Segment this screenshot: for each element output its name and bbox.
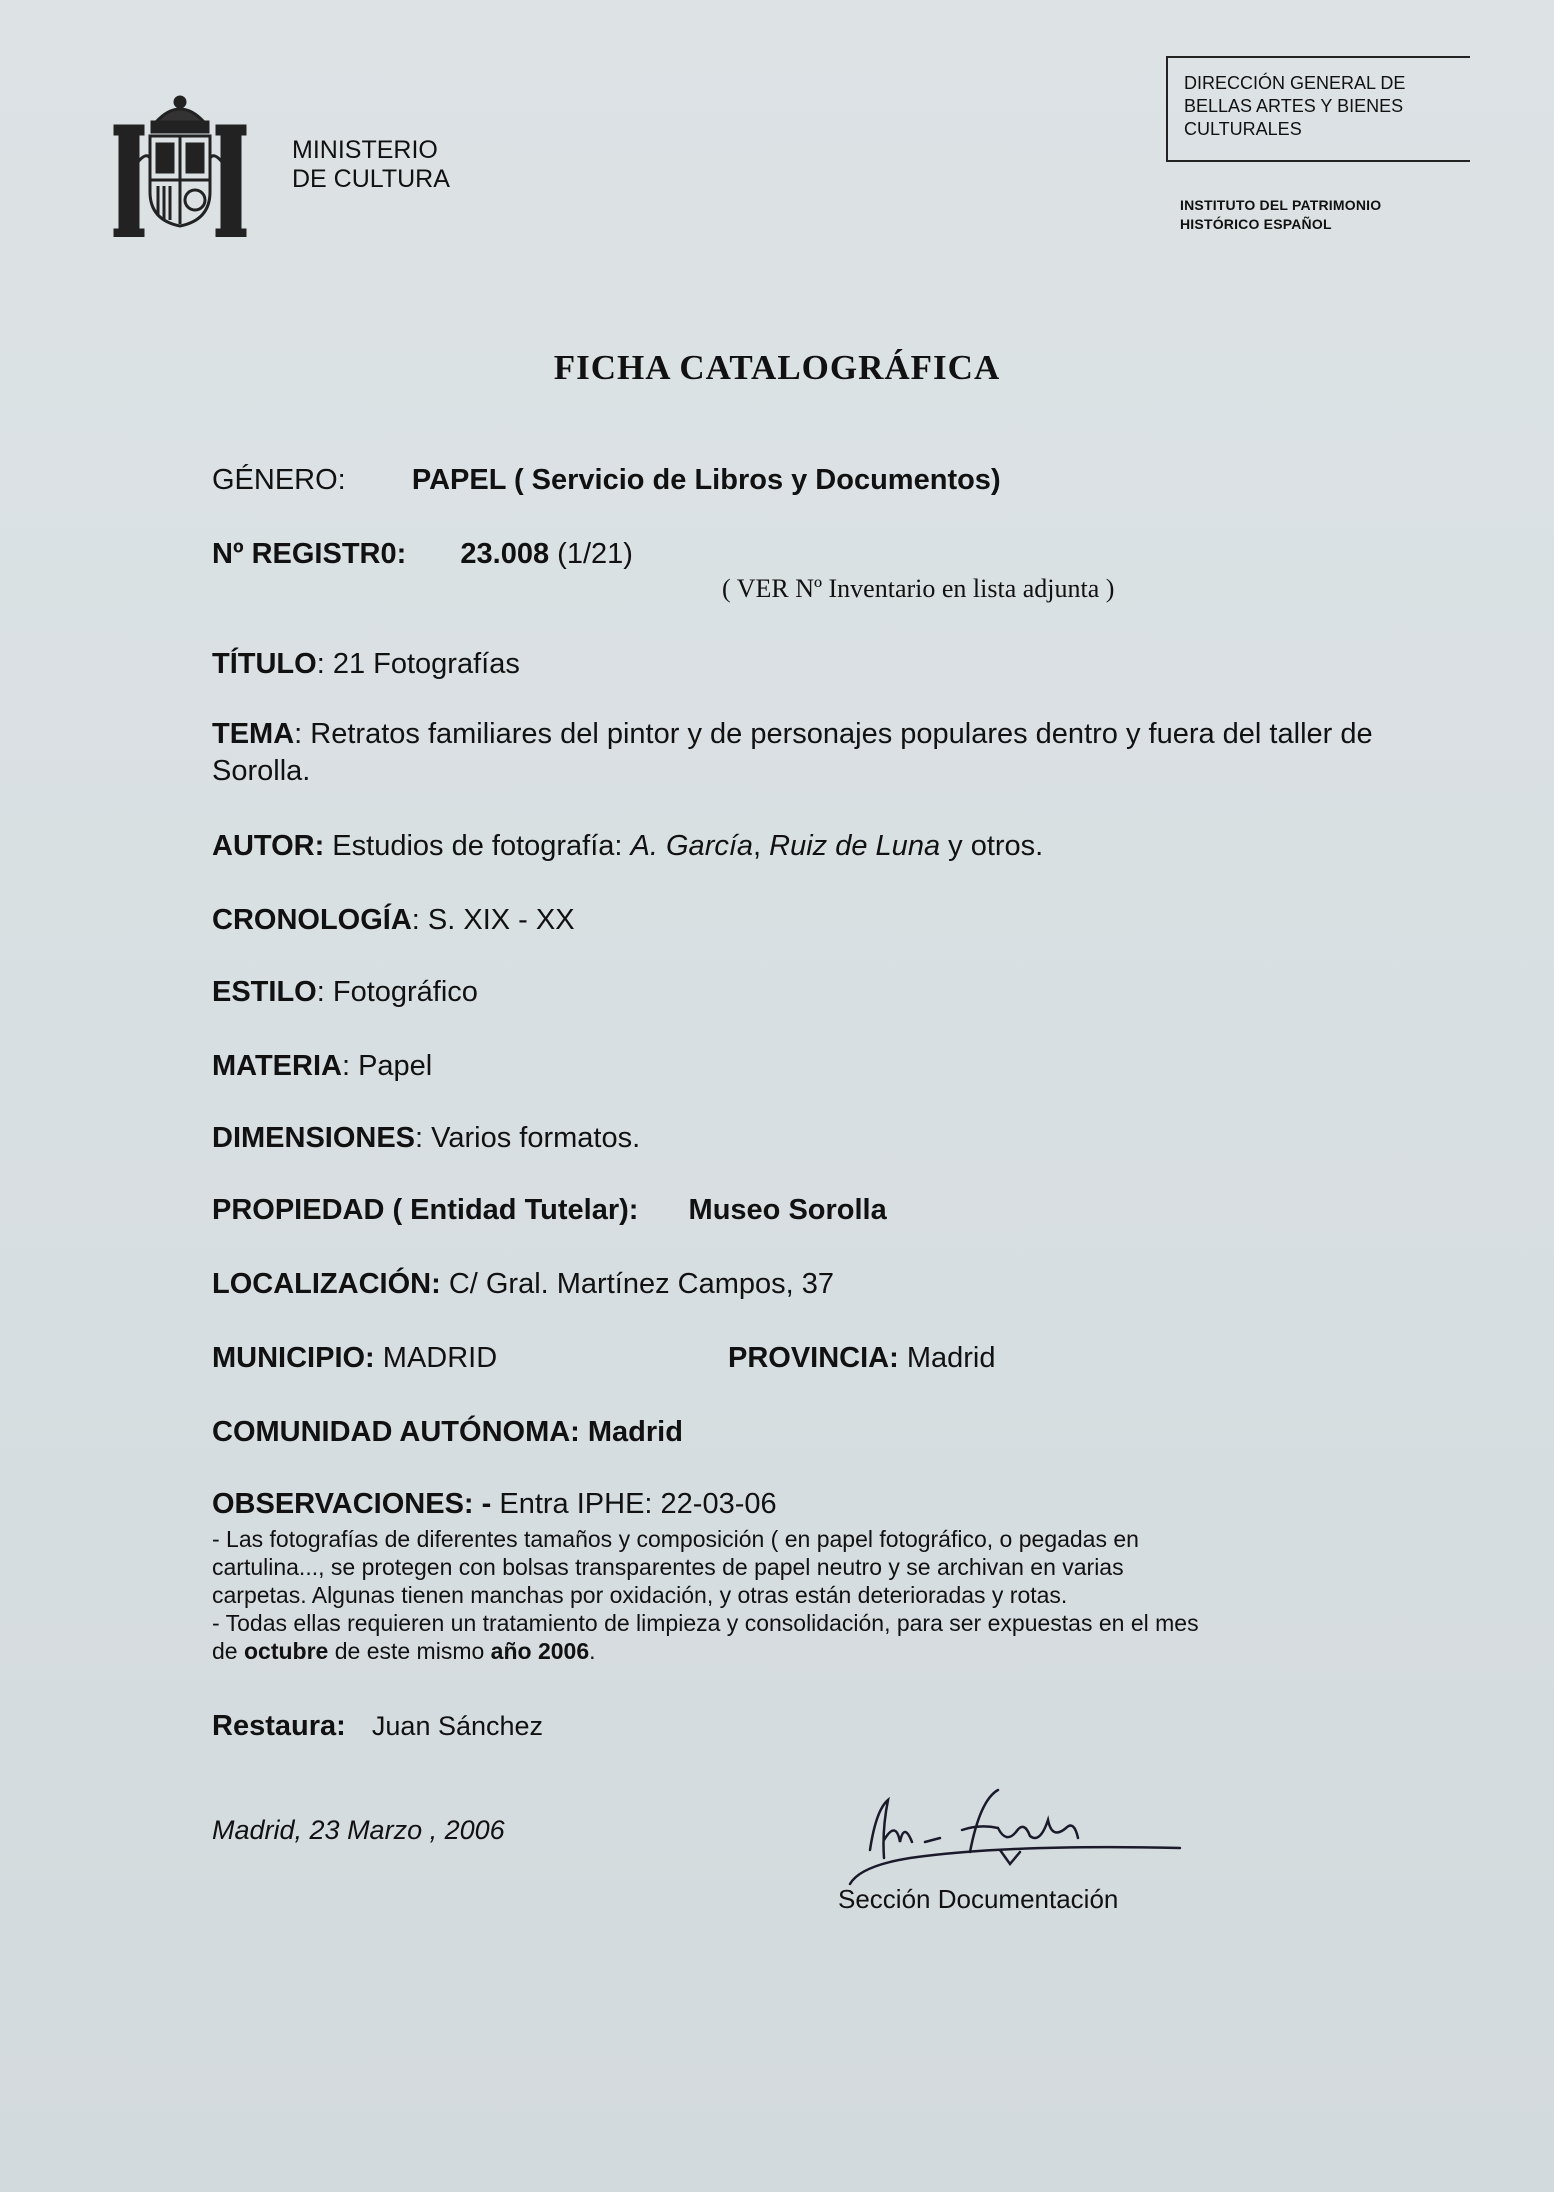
tema-label: TEMA [212,718,295,750]
inventory-note: ( VER Nº Inventario en lista adjunta ) [722,574,1115,603]
direction-line-2: BELLAS ARTES Y BIENES [1184,96,1404,116]
registro-label: Nº REGISTR0: [212,538,407,570]
document-date: Madrid, 23 Marzo , 2006 [212,1815,505,1845]
obs-line-5-c: de este mismo [328,1638,491,1664]
provincia-label: PROVINCIA: [728,1342,899,1374]
field-estilo: ESTILO: Fotográfico [212,976,478,1008]
obs-line-5-d: año 2006 [490,1638,590,1664]
obs-line-3: carpetas. Algunas tienen manchas por oxidación, y otras están deterioradas y rotas. [212,1582,1068,1608]
obs-line-1: - Las fotografías de diferentes tamaños y composición ( en papel fotográfico, o pegadas en [212,1526,1139,1552]
field-cronologia: CRONOLOGÍA: S. XIX - XX [212,904,575,936]
estilo-value: Fotográfico [332,976,478,1008]
obs-line-4: - Todas ellas requieren un tratamiento de limpieza y consolidación, para ser expuestas en el mes [212,1610,1199,1636]
field-propiedad [212,1194,887,1227]
dimensiones-label: DIMENSIONES [212,1122,416,1154]
autor-prefix: Estudios de fotografía: [332,830,623,862]
registro-number: 23.008 [460,538,550,570]
propiedad-label: PROPIEDAD ( Entidad Tutelar): [212,1194,639,1226]
document-title: FICHA CATALOGRÁFICA [553,348,1001,387]
ministry-line-2: DE CULTURA [292,165,450,193]
field-autor [212,830,1043,863]
obs-line-5-b: octubre [243,1638,329,1664]
cronologia-value: S. XIX - XX [427,904,575,936]
genero-label: GÉNERO: [212,464,346,496]
institute-line-2: HISTÓRICO ESPAÑOL [1180,216,1332,232]
materia-value: Papel [358,1050,433,1082]
field-observaciones [212,1488,777,1521]
titulo-label: TÍTULO [212,648,317,680]
estilo-label: ESTILO [212,976,317,1008]
dimensiones-value: Varios formatos. [431,1122,641,1154]
institute-line-1: INSTITUTO DEL PATRIMONIO [1180,197,1382,213]
coat-of-arms-icon [112,92,248,237]
obs-line-5 [212,1637,1362,1665]
municipio-label: MUNICIPIO: [212,1342,375,1374]
localizacion-value: C/ Gral. Martínez Campos, 37 [448,1268,834,1300]
institute-name [1180,196,1381,234]
direction-general-box [1166,56,1470,162]
field-tema: TEMA: Retratos familiares del pintor y de personajes populares dentro y fuera del taller de Sorolla. [212,718,1373,787]
field-materia: MATERIA: Papel [212,1050,433,1082]
field-comunidad [212,1416,683,1449]
autor-label: AUTOR: [212,830,325,862]
comunidad-value: Madrid [587,1416,683,1448]
materia-label: MATERIA [212,1050,342,1082]
field-registro [212,538,633,571]
obs-line-2: cartulina..., se protegen con bolsas transparentes de papel neutro y se archivan en varias [212,1554,1124,1580]
comunidad-label: COMUNIDAD AUTÓNOMA: [212,1416,580,1448]
signature [830,1780,1190,1890]
restaura-value: Juan Sánchez [371,1711,544,1741]
field-localizacion [212,1268,834,1301]
municipio-value: MADRID [382,1342,498,1374]
registro-count: (1/21) [557,538,633,570]
observaciones-label: OBSERVACIONES: - [212,1488,492,1520]
genero-value: PAPEL ( Servicio de Libros y Documentos) [411,464,1001,496]
field-provincia [728,1342,996,1375]
observaciones-entry: Entra IPHE: 22-03-06 [499,1488,777,1520]
cronologia-label: CRONOLOGÍA [212,904,412,936]
direction-line-3: CULTURALES [1184,119,1302,139]
localizacion-label: LOCALIZACIÓN: [212,1268,441,1300]
tema-value: Retratos familiares del pintor y de personajes populares dentro y fuera del taller de Sorolla. [212,718,1373,787]
field-restaura [212,1710,543,1743]
field-genero [212,464,1001,497]
ministry-line-1: MINISTERIO [292,136,438,164]
restaura-label: Restaura: [212,1710,346,1742]
propiedad-value: Museo Sorolla [688,1194,887,1226]
titulo-value: 21 Fotografías [332,648,520,680]
field-dimensiones: DIMENSIONES: Varios formatos. [212,1122,641,1154]
field-titulo: TÍTULO: 21 Fotografías [212,648,520,680]
direction-line-1: DIRECCIÓN GENERAL DE [1184,73,1406,93]
provincia-value: Madrid [906,1342,996,1374]
obs-line-5-e: . [589,1638,596,1664]
observaciones-body [212,1525,1362,1665]
autor-name-1: A. García [630,830,754,862]
obs-line-5-a: de [212,1638,244,1664]
section-signature-label: Sección Documentación [838,1884,1119,1914]
autor-name-2: Ruiz de Luna [769,830,941,862]
ministry-name [292,136,450,194]
field-municipio [212,1342,497,1375]
autor-suffix: y otros. [948,830,1044,862]
autor-separator: , [753,830,762,862]
